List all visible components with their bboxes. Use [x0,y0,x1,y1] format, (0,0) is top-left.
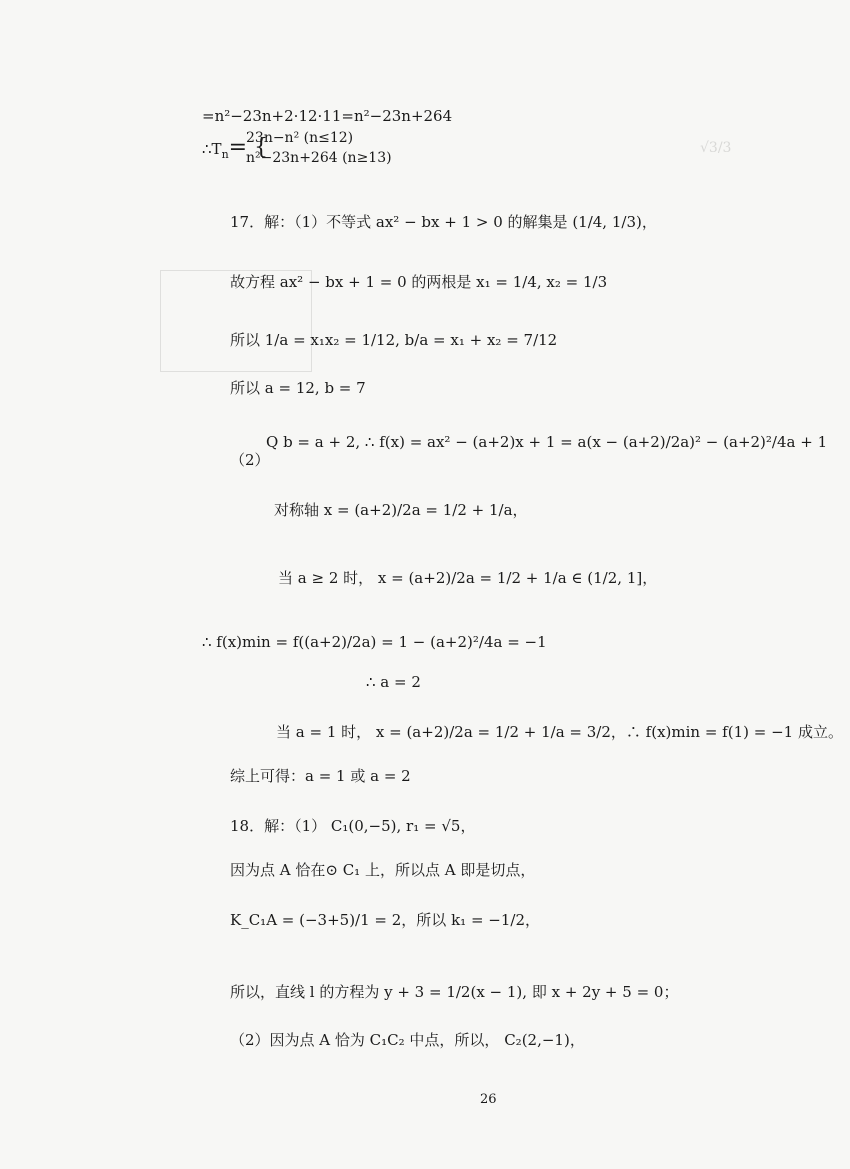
case-a-eq-1-line: 当 a = 1 时， x = (a+2)/2a = 1/2 + 1/a = 3/2，∴ f(x)min = f(1) = −1 成立。 [276,723,843,741]
problem-18-heading: 18．解：（1） C₁(0,−5), r₁ = √5， [230,817,476,835]
solution-line: =n²−23n+2·12·11=n²−23n+264 [202,107,453,125]
minimum-value-line: ∴ f(x)min = f((a+2)/2a) = 1 − (a+2)²/4a = −1 [202,633,547,651]
slope-line: K_C₁A = (−3+5)/1 = 2，所以 k₁ = −1/2， [230,911,540,929]
midpoint-line: （2）因为点 A 恰为 C₁C₂ 中点，所以， C₂(2,−1)， [230,1031,585,1049]
tangent-point-line: 因为点 A 恰在⊙ C₁ 上，所以点 A 即是切点， [230,861,536,879]
page-number: 26 [480,1092,497,1107]
piecewise-case-1: 23n−n² (n≤12) [246,130,354,146]
bleed-through-text: √3/3 [700,140,732,156]
piecewise-case-2: n²−23n+264 (n≥13) [246,150,392,166]
subscript-n: n [221,148,229,161]
part-2-label: （2） [230,451,270,469]
line-equation-line: 所以，直线 l 的方程为 y + 3 = 1/2(x − 1), 即 x + 2y + 5 = 0； [230,983,679,1001]
problem-17-heading: 17．解：（1）不等式 ax² − bx + 1 > 0 的解集是 (1/4, 1/3)， [230,213,657,231]
a-equals-2-line: ∴ a = 2 [366,673,421,691]
result-ab-line: 所以 a = 12, b = 7 [230,379,366,397]
vieta-line: 所以 1/a = x₁x₂ = 1/12, b/a = x₁ + x₂ = 7/12 [230,331,558,349]
case-a-ge-2-line: 当 a ≥ 2 时， x = (a+2)/2a = 1/2 + 1/a ∈ (1/2, 1]， [278,569,658,587]
roots-line: 故方程 ax² − bx + 1 = 0 的两根是 x₁ = 1/4, x₂ = 1/3 [230,273,608,291]
therefore-t: ∴T [202,140,222,158]
conclusion-line: 综上可得：a = 1 或 a = 2 [230,767,411,785]
axis-of-symmetry-line: 对称轴 x = (a+2)/2a = 1/2 + 1/a， [274,501,528,519]
equals-brace: = { [228,135,269,160]
function-rewrite-line: Q b = a + 2, ∴ f(x) = ax² − (a+2)x + 1 = a(x − (a+2)/2a)² − (a+2)²/4a + 1 [266,433,828,451]
